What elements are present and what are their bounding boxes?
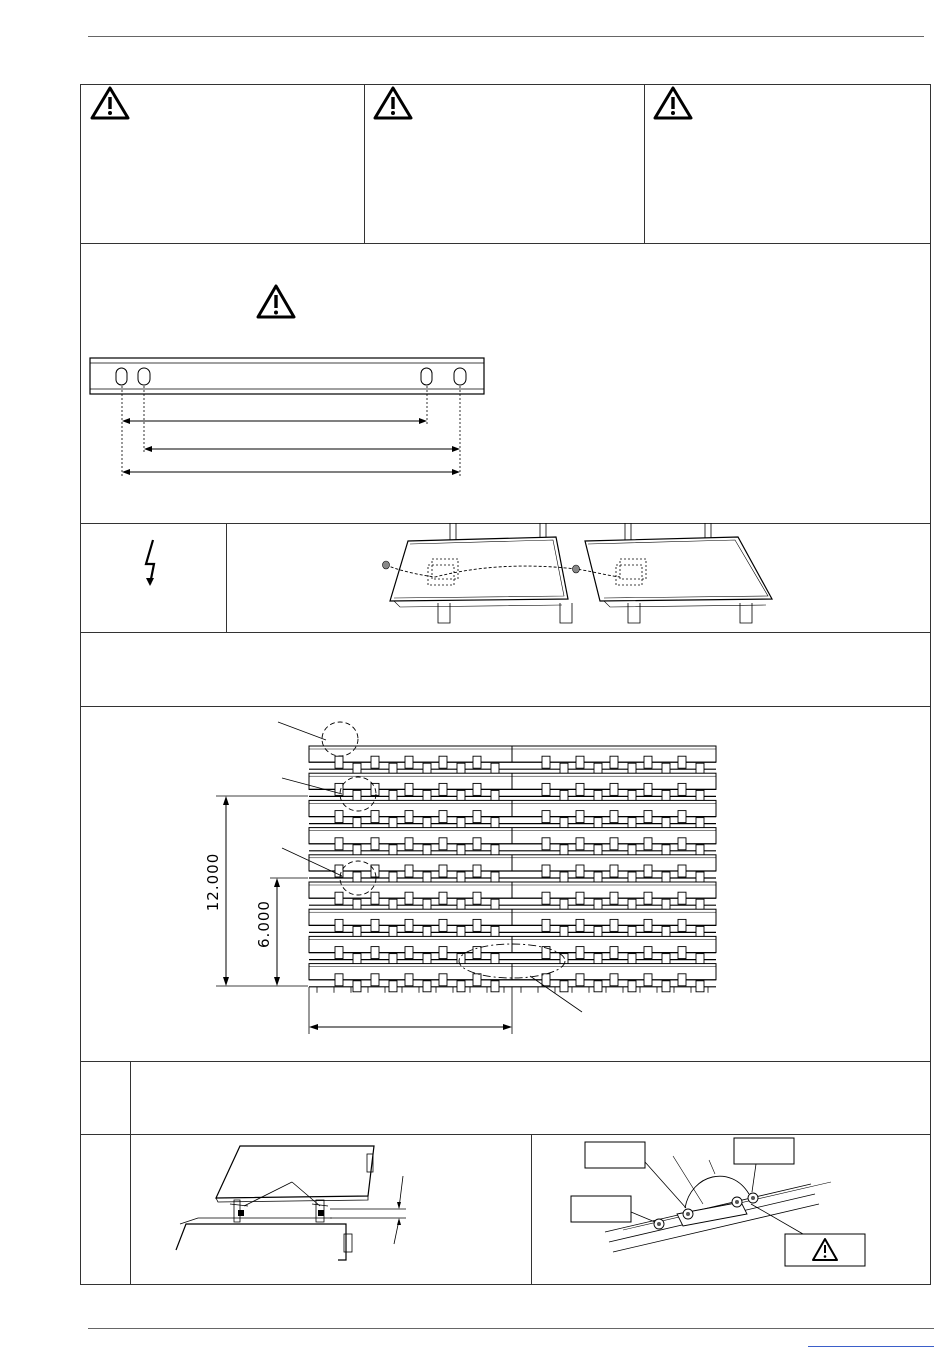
- clamp-mounting-diagram: [170, 1140, 420, 1280]
- clamp: [576, 865, 584, 877]
- module-row: [309, 882, 716, 910]
- clamp: [576, 756, 584, 768]
- clamp: [335, 838, 343, 850]
- clamp: [353, 845, 361, 856]
- clamp: [473, 974, 481, 986]
- clamp: [491, 954, 499, 965]
- clamp: [678, 811, 686, 823]
- module-row: [309, 828, 716, 856]
- clamp: [405, 838, 413, 850]
- clamp: [371, 865, 379, 877]
- clamp: [678, 865, 686, 877]
- module-row: [309, 855, 716, 883]
- clamp: [644, 865, 652, 877]
- clamp: [491, 981, 499, 992]
- clamp: [405, 974, 413, 986]
- clamp: [353, 926, 361, 937]
- clamp: [473, 811, 481, 823]
- clamp: [696, 926, 704, 937]
- clamp: [405, 811, 413, 823]
- clamp: [457, 763, 465, 774]
- clamp: [594, 926, 602, 937]
- clamp: [457, 790, 465, 801]
- warning-triangle-icon: [653, 86, 693, 120]
- dimension-label-6000: 6.000: [255, 900, 273, 948]
- clamp: [678, 892, 686, 904]
- clamp: [610, 756, 618, 768]
- clamp: [576, 919, 584, 931]
- clamp: [473, 756, 481, 768]
- clamp: [560, 790, 568, 801]
- clamp: [439, 783, 447, 795]
- clamp: [560, 763, 568, 774]
- clamp: [542, 919, 550, 931]
- clamp: [439, 974, 447, 986]
- clamp: [423, 790, 431, 801]
- clamp: [644, 919, 652, 931]
- clamp: [542, 811, 550, 823]
- clamp: [335, 947, 343, 959]
- clamp: [696, 790, 704, 801]
- clamp: [628, 872, 636, 883]
- clamp: [473, 892, 481, 904]
- clamp: [662, 872, 670, 883]
- clamp: [423, 818, 431, 829]
- footer-link[interactable]: [808, 1346, 934, 1347]
- clamp: [473, 838, 481, 850]
- clamp: [678, 838, 686, 850]
- clamp: [423, 899, 431, 910]
- clamp: [662, 899, 670, 910]
- clamp: [439, 865, 447, 877]
- clamp: [696, 763, 704, 774]
- clamp: [662, 845, 670, 856]
- clamp: [542, 974, 550, 986]
- clamp: [371, 974, 379, 986]
- lightning-bolt-icon: [143, 538, 165, 588]
- module-row: [309, 773, 716, 801]
- clamp: [594, 899, 602, 910]
- module-connection-diagram: [380, 523, 770, 633]
- clamp: [457, 845, 465, 856]
- clamp: [678, 919, 686, 931]
- clamp: [389, 818, 397, 829]
- clamp: [576, 811, 584, 823]
- clamp: [457, 926, 465, 937]
- clamp: [662, 763, 670, 774]
- clamp: [457, 981, 465, 992]
- clamp: [439, 811, 447, 823]
- clamp: [696, 818, 704, 829]
- clamp: [560, 981, 568, 992]
- clamp: [389, 845, 397, 856]
- module-row: [309, 964, 716, 992]
- clamp: [560, 872, 568, 883]
- clamp: [644, 838, 652, 850]
- clamp: [491, 790, 499, 801]
- clamp: [678, 783, 686, 795]
- clamp: [389, 981, 397, 992]
- clamp: [423, 981, 431, 992]
- clamp: [371, 838, 379, 850]
- text-cell: [80, 632, 931, 707]
- clamp: [423, 954, 431, 965]
- clamp: [594, 954, 602, 965]
- clamp: [576, 892, 584, 904]
- clamp: [542, 756, 550, 768]
- warning-triangle-icon: [373, 86, 413, 120]
- clamp: [371, 892, 379, 904]
- clamp: [423, 763, 431, 774]
- footer-rule: [88, 1328, 934, 1329]
- clamp: [662, 981, 670, 992]
- grounding-diagram: [531, 1134, 931, 1285]
- clamp: [644, 974, 652, 986]
- clamp: [491, 763, 499, 774]
- module-row: [309, 746, 716, 774]
- clamp: [560, 845, 568, 856]
- clamp: [696, 872, 704, 883]
- clamp: [644, 892, 652, 904]
- dimension-label-12000: 12.000: [204, 852, 222, 912]
- clamp: [610, 947, 618, 959]
- clamp: [389, 926, 397, 937]
- clamp: [542, 865, 550, 877]
- clamp: [335, 974, 343, 986]
- clamp: [610, 892, 618, 904]
- clamp: [389, 899, 397, 910]
- clamp: [594, 872, 602, 883]
- clamp: [389, 763, 397, 774]
- clamp: [628, 845, 636, 856]
- clamp: [678, 756, 686, 768]
- clamp: [353, 954, 361, 965]
- clamp: [610, 783, 618, 795]
- clamp: [491, 926, 499, 937]
- clamp: [439, 919, 447, 931]
- clamp: [457, 899, 465, 910]
- clamp: [335, 811, 343, 823]
- clamp: [644, 811, 652, 823]
- clamp: [423, 872, 431, 883]
- clamp: [353, 790, 361, 801]
- clamp: [542, 838, 550, 850]
- clamp: [353, 981, 361, 992]
- module-row: [309, 909, 716, 937]
- clamp: [610, 838, 618, 850]
- clamp: [696, 845, 704, 856]
- module-row: [309, 800, 716, 828]
- clamp: [405, 783, 413, 795]
- clamp: [423, 845, 431, 856]
- clamp: [662, 926, 670, 937]
- clamp: [594, 981, 602, 992]
- clamp: [610, 811, 618, 823]
- module-row: [309, 936, 716, 964]
- clamp: [335, 756, 343, 768]
- clamp: [423, 926, 431, 937]
- clamp: [610, 974, 618, 986]
- clamp: [560, 926, 568, 937]
- clamp: [335, 892, 343, 904]
- clamp: [644, 756, 652, 768]
- clamp: [628, 926, 636, 937]
- clamp: [542, 892, 550, 904]
- clamp: [576, 838, 584, 850]
- clamp: [389, 872, 397, 883]
- clamp: [353, 899, 361, 910]
- clamp: [405, 919, 413, 931]
- clamp: [405, 756, 413, 768]
- clamp: [628, 763, 636, 774]
- clamp: [576, 947, 584, 959]
- clamp: [473, 919, 481, 931]
- step-number-cell-2: [80, 1134, 131, 1285]
- clamp: [644, 783, 652, 795]
- clamp: [491, 899, 499, 910]
- clamp: [662, 954, 670, 965]
- clamp: [371, 756, 379, 768]
- clamp: [371, 947, 379, 959]
- clamp: [457, 954, 465, 965]
- clamp: [662, 790, 670, 801]
- clamp: [371, 919, 379, 931]
- clamp: [353, 763, 361, 774]
- clamp: [610, 919, 618, 931]
- clamp: [628, 899, 636, 910]
- clamp: [628, 818, 636, 829]
- clamp: [439, 756, 447, 768]
- clamp: [560, 818, 568, 829]
- clamp: [389, 954, 397, 965]
- clamp: [576, 783, 584, 795]
- clamp: [696, 954, 704, 965]
- clamp: [594, 790, 602, 801]
- clamp: [560, 899, 568, 910]
- clamp: [696, 981, 704, 992]
- clamp: [405, 947, 413, 959]
- clamp: [678, 974, 686, 986]
- clamp: [610, 865, 618, 877]
- warning-triangle-icon: [256, 284, 296, 320]
- clamp: [678, 947, 686, 959]
- clamp: [405, 892, 413, 904]
- step-text-cell: [130, 1061, 931, 1135]
- clamp: [405, 865, 413, 877]
- warning-triangle-icon: [90, 86, 130, 120]
- clamp: [628, 954, 636, 965]
- clamp: [439, 892, 447, 904]
- clamp: [491, 872, 499, 883]
- clamp: [457, 818, 465, 829]
- clamp: [644, 947, 652, 959]
- clamp: [371, 811, 379, 823]
- clamp: [439, 947, 447, 959]
- clamp: [335, 919, 343, 931]
- array-grid-drawing: [80, 706, 931, 1062]
- clamp: [353, 872, 361, 883]
- header-rule: [88, 36, 924, 37]
- clamp: [389, 790, 397, 801]
- rail-dimension-drawing: [88, 356, 488, 481]
- clamp: [439, 838, 447, 850]
- clamp: [335, 865, 343, 877]
- clamp: [594, 763, 602, 774]
- clamp: [473, 783, 481, 795]
- clamp: [628, 981, 636, 992]
- clamp: [491, 818, 499, 829]
- clamp: [594, 818, 602, 829]
- step-number-cell: [80, 1061, 131, 1135]
- clamp: [594, 845, 602, 856]
- clamp: [696, 899, 704, 910]
- clamp: [353, 818, 361, 829]
- clamp: [576, 974, 584, 986]
- clamp: [491, 845, 499, 856]
- clamp: [662, 818, 670, 829]
- clamp: [457, 872, 465, 883]
- clamp: [473, 865, 481, 877]
- clamp: [628, 790, 636, 801]
- clamp: [542, 783, 550, 795]
